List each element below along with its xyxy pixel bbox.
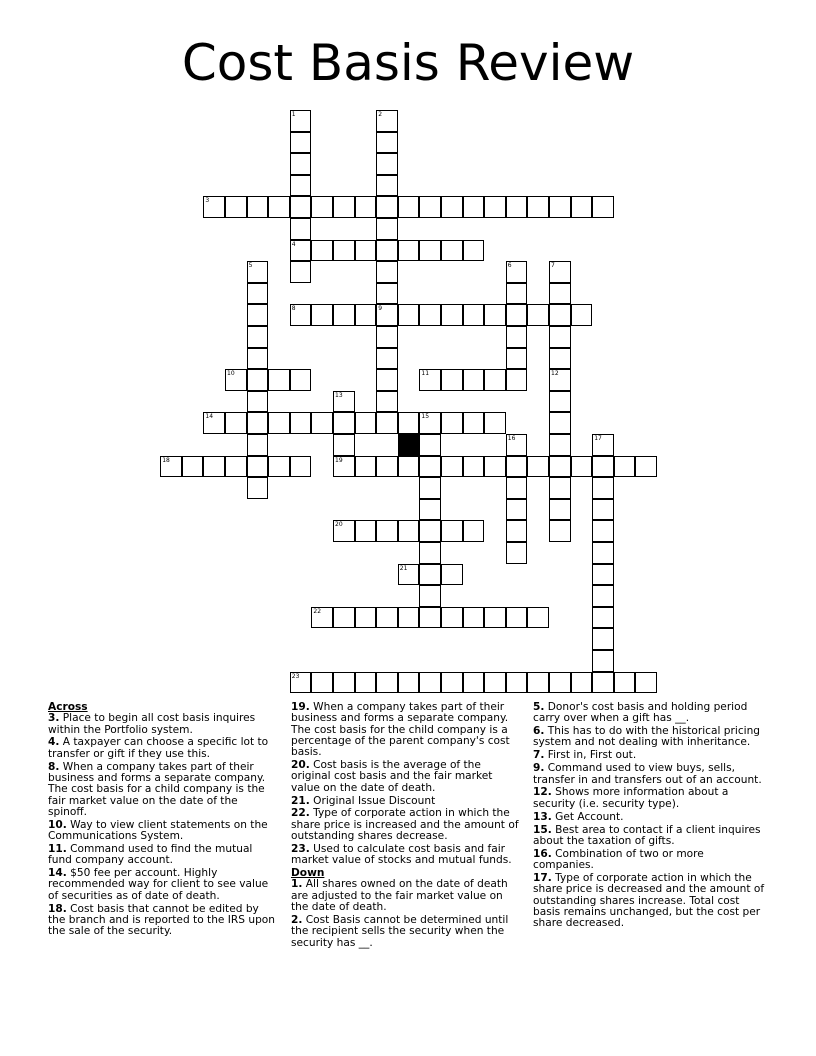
grid-cell[interactable] [290, 175, 312, 197]
grid-cell[interactable] [592, 542, 614, 564]
grid-cell[interactable] [398, 564, 420, 586]
grid-cell[interactable] [311, 240, 333, 262]
grid-cell[interactable] [419, 196, 441, 218]
grid-cell[interactable] [549, 434, 571, 456]
grid-cell[interactable] [592, 520, 614, 542]
clue-number: 15 [421, 413, 430, 421]
grid-cell[interactable] [549, 196, 571, 218]
clue-text: $50 fee per account. Highly recommended way for client to see value of securities as of date of death. [48, 867, 269, 902]
grid-cell[interactable] [419, 304, 441, 326]
grid-cell[interactable] [506, 607, 528, 629]
grid-cell[interactable] [376, 175, 398, 197]
clue-text: Command used to view buys, sells, transfer in and transfers out of an account. [533, 762, 762, 786]
clue-text: Used to calculate cost basis and fair market value of stocks and mutual funds. [291, 842, 512, 867]
grid-cell[interactable] [549, 456, 571, 478]
grid-cell[interactable] [441, 607, 463, 629]
grid-cell[interactable] [506, 542, 528, 564]
grid-cell[interactable] [398, 607, 420, 629]
clue-item [48, 904, 278, 938]
clue-number: 22 [313, 607, 322, 615]
clue-number-label: 8. [48, 760, 60, 773]
grid-cell[interactable] [290, 672, 312, 694]
grid-cell[interactable] [484, 672, 506, 694]
grid-cell[interactable] [225, 456, 247, 478]
grid-cell[interactable] [182, 456, 204, 478]
clue-item [533, 702, 765, 725]
clue-number: 11 [421, 370, 430, 378]
grid-cell[interactable] [311, 412, 333, 434]
grid-cell[interactable] [441, 412, 463, 434]
grid-cell[interactable] [376, 283, 398, 305]
grid-cell[interactable] [419, 499, 441, 521]
grid-cell[interactable] [203, 456, 225, 478]
grid-cell[interactable] [355, 412, 377, 434]
clue-item [533, 825, 765, 848]
clue-number: 8 [291, 305, 296, 313]
grid-cell[interactable] [506, 304, 528, 326]
grid-cell[interactable] [355, 196, 377, 218]
grid-cell[interactable] [355, 520, 377, 542]
clue-item [48, 762, 278, 818]
clue-text: Original Issue Discount [309, 794, 436, 807]
grid-cell[interactable] [333, 520, 355, 542]
grid-cell[interactable] [376, 456, 398, 478]
grid-cell[interactable] [463, 607, 485, 629]
clue-item [48, 868, 278, 902]
grid-cell[interactable] [527, 196, 549, 218]
grid-cell[interactable] [355, 456, 377, 478]
grid-cell[interactable] [268, 412, 290, 434]
grid-cell[interactable] [290, 261, 312, 283]
clue-item [291, 844, 523, 867]
grid-cell[interactable] [376, 196, 398, 218]
grid-cell[interactable] [549, 520, 571, 542]
clue-number-label: 12. [533, 786, 552, 799]
grid-cell[interactable] [247, 456, 269, 478]
grid-cell[interactable] [592, 477, 614, 499]
grid-cell[interactable] [333, 304, 355, 326]
down-heading: Down [291, 867, 325, 880]
grid-cell[interactable] [268, 456, 290, 478]
grid-cell[interactable] [333, 456, 355, 478]
clue-text: Way to view client statements on the Communications System. [48, 818, 268, 843]
clue-text: Type of corporate action in which the share price is decreased and the amount of outstanding shares increase. Total cost basis remains unchanged, but the cost per share decreased. [533, 871, 765, 930]
clue-text: Combination of two or more companies. [533, 847, 704, 872]
grid-cell[interactable] [506, 499, 528, 521]
grid-cell[interactable] [376, 153, 398, 175]
grid-cell[interactable] [247, 434, 269, 456]
clue-number: 5 [248, 262, 253, 270]
grid-cell[interactable] [311, 607, 333, 629]
grid-cell[interactable] [441, 456, 463, 478]
clue-number-label: 17. [533, 871, 552, 884]
grid-cell[interactable] [484, 196, 506, 218]
clue-number-label: 16. [533, 847, 552, 860]
grid-cell[interactable] [268, 369, 290, 391]
clue-number-label: 1. [291, 878, 303, 891]
grid-cell[interactable] [463, 369, 485, 391]
clue-number: 20 [335, 521, 343, 529]
grid-cell[interactable] [290, 153, 312, 175]
grid-cell[interactable] [376, 110, 398, 132]
grid-cell[interactable] [376, 326, 398, 348]
grid-cell[interactable] [549, 369, 571, 391]
clue-item [48, 713, 278, 736]
grid-cell[interactable] [571, 456, 593, 478]
clue-number: 4 [291, 240, 296, 248]
grid-cell[interactable] [311, 672, 333, 694]
clue-number: 1 [291, 111, 296, 118]
grid-cell[interactable] [549, 499, 571, 521]
grid-cell[interactable] [506, 283, 528, 305]
clue-number-label: 23. [291, 842, 310, 855]
grid-cell[interactable] [635, 672, 657, 694]
grid-cell[interactable] [247, 304, 269, 326]
grid-cell[interactable] [592, 585, 614, 607]
clue-number: 13 [335, 391, 343, 399]
grid-cell[interactable] [463, 196, 485, 218]
grid-cell[interactable] [419, 607, 441, 629]
grid-cell[interactable] [484, 456, 506, 478]
clue-text: Place to begin all cost basis inquires within the Portfolio system. [48, 712, 256, 736]
grid-cell[interactable] [355, 672, 377, 694]
grid-cell[interactable] [290, 218, 312, 240]
grid-cell[interactable] [203, 412, 225, 434]
clue-text: This has to do with the historical pricing system and not dealing with inheritance. [533, 725, 761, 749]
grid-cell[interactable] [398, 196, 420, 218]
grid-cell[interactable] [441, 304, 463, 326]
clue-number-label: 19. [291, 701, 310, 713]
grid-cell[interactable] [247, 391, 269, 413]
grid-cell[interactable] [506, 326, 528, 348]
grid-cell[interactable] [441, 564, 463, 586]
clues-column-3 [533, 702, 765, 931]
clue-text: Cost basis is the average of the original cost basis and the fair market value on the date of death. [291, 759, 493, 794]
clue-text: Shows more information about a security (i.e. security type). [533, 786, 729, 810]
grid-cell[interactable] [506, 477, 528, 499]
clue-number: 10 [227, 370, 235, 378]
clue-text: Command used to find the mutual fund company account. [48, 842, 253, 867]
clue-text: Type of corporate action in which the share price is increased and the amount of outstanding shares decrease. [291, 807, 519, 843]
clue-text: Donor's cost basis and holding period carry over when a gift has __. [533, 701, 748, 725]
grid-cell[interactable] [571, 304, 593, 326]
clue-number: 2 [378, 111, 383, 118]
clue-text: All shares owned on the date of death are adjusted to the fair market value on the date of death. [291, 878, 508, 914]
grid-cell[interactable] [333, 672, 355, 694]
grid-cell[interactable] [398, 412, 420, 434]
grid-cell[interactable] [419, 520, 441, 542]
grid-cell[interactable] [247, 326, 269, 348]
grid-cell[interactable] [549, 391, 571, 413]
grid-cell[interactable] [441, 520, 463, 542]
clue-text: Cost Basis cannot be determined until the recipient sells the security when the security has __. [291, 913, 509, 949]
clue-number: 16 [507, 435, 516, 442]
clue-text: First in, First out. [544, 749, 637, 762]
grid-cell[interactable] [290, 132, 312, 154]
clue-text: Cost basis that cannot be edited by the branch and is reported to the IRS upon the sale of the security. [48, 902, 276, 938]
grid-cell[interactable] [376, 520, 398, 542]
grid-cell[interactable] [463, 304, 485, 326]
grid-cell[interactable] [419, 456, 441, 478]
grid-cell[interactable] [247, 412, 269, 434]
across-heading: Across [48, 701, 88, 713]
clue-number-label: 18. [48, 902, 67, 915]
clue-number-label: 3. [48, 712, 60, 725]
clue-number-label: 14. [48, 867, 67, 880]
grid-cell[interactable] [376, 348, 398, 370]
grid-cell[interactable] [290, 412, 312, 434]
grid-cell[interactable] [592, 434, 614, 456]
grid-cell[interactable] [376, 261, 398, 283]
grid-cell[interactable] [549, 304, 571, 326]
grid-cell[interactable] [592, 499, 614, 521]
grid-cell[interactable] [527, 607, 549, 629]
grid-cell[interactable] [419, 240, 441, 262]
clue-text: Best area to contact if a client inquires about the taxation of gifts. [533, 823, 761, 847]
clue-number: 19 [335, 456, 343, 464]
grid-cell[interactable] [527, 672, 549, 694]
clue-item [48, 820, 278, 843]
grid-cell[interactable] [419, 564, 441, 586]
page-title: Cost Basis Review [181, 34, 635, 92]
grid-cell[interactable] [247, 261, 269, 283]
grid-cell[interactable] [441, 672, 463, 694]
grid-cell[interactable] [419, 412, 441, 434]
clue-text: When a company takes part of their business and forms a separate company. The cost basis for a child company is the fair market value on the date of the spinoff. [48, 760, 266, 818]
clue-text: Get Account. [551, 810, 624, 823]
grid-cell[interactable] [549, 672, 571, 694]
clue-item [48, 737, 278, 760]
clue-item [291, 915, 523, 949]
grid-cell[interactable] [290, 304, 312, 326]
grid-cell[interactable] [376, 672, 398, 694]
grid-cell[interactable] [463, 520, 485, 542]
clue-number-label: 4. [48, 736, 60, 749]
grid-cell[interactable] [484, 304, 506, 326]
grid-cell[interactable] [333, 391, 355, 413]
grid-cell[interactable] [398, 304, 420, 326]
clue-item [533, 849, 765, 872]
clues-column-2 [291, 702, 523, 950]
clue-number: 18 [162, 456, 170, 464]
grid-cell[interactable] [376, 391, 398, 413]
grid-cell[interactable] [549, 261, 571, 283]
grid-cell[interactable] [463, 240, 485, 262]
grid-cell[interactable] [290, 240, 312, 262]
grid-cell[interactable] [290, 369, 312, 391]
grid-cell[interactable] [355, 607, 377, 629]
grid-cell[interactable] [463, 412, 485, 434]
grid-cell[interactable] [290, 196, 312, 218]
clue-number: 12 [551, 370, 559, 378]
grid-cell[interactable] [333, 434, 355, 456]
grid-cell[interactable] [463, 672, 485, 694]
grid-cell[interactable] [419, 672, 441, 694]
clue-item [533, 787, 765, 810]
grid-cell[interactable] [398, 456, 420, 478]
grid-block [398, 434, 420, 456]
clue-item [533, 763, 765, 786]
grid-cell[interactable] [376, 218, 398, 240]
grid-cell[interactable] [355, 240, 377, 262]
grid-cell[interactable] [419, 585, 441, 607]
grid-cell[interactable] [592, 650, 614, 672]
clue-number: 3 [205, 197, 210, 205]
grid-cell[interactable] [290, 110, 312, 132]
grid-cell[interactable] [506, 196, 528, 218]
grid-cell[interactable] [247, 477, 269, 499]
grid-cell[interactable] [549, 326, 571, 348]
clue-number: 21 [399, 564, 408, 572]
grid-cell[interactable] [247, 196, 269, 218]
grid-cell[interactable] [419, 434, 441, 456]
grid-cell[interactable] [441, 240, 463, 262]
grid-cell[interactable] [571, 672, 593, 694]
clue-number-label: 22. [291, 807, 310, 820]
grid-cell[interactable] [549, 412, 571, 434]
grid-cell[interactable] [506, 434, 528, 456]
clue-number: 17 [594, 435, 602, 442]
grid-cell[interactable] [247, 348, 269, 370]
grid-cell[interactable] [592, 607, 614, 629]
grid-cell[interactable] [614, 672, 636, 694]
grid-cell[interactable] [268, 196, 290, 218]
clue-item [291, 796, 523, 807]
grid-cell[interactable] [592, 456, 614, 478]
clue-number-label: 11. [48, 842, 67, 855]
grid-cell[interactable] [506, 456, 528, 478]
clue-item [533, 726, 765, 749]
grid-cell[interactable] [527, 456, 549, 478]
clue-number-label: 5. [533, 701, 545, 713]
clue-number: 7 [551, 262, 555, 270]
grid-cell[interactable] [484, 607, 506, 629]
grid-cell[interactable] [160, 456, 182, 478]
clue-item [291, 702, 523, 758]
grid-cell[interactable] [549, 348, 571, 370]
grid-cell[interactable] [549, 477, 571, 499]
clue-item [48, 844, 278, 867]
clue-number-label: 9. [533, 762, 545, 775]
grid-cell[interactable] [484, 412, 506, 434]
grid-cell[interactable] [225, 369, 247, 391]
grid-cell[interactable] [398, 240, 420, 262]
grid-cell[interactable] [225, 196, 247, 218]
clue-number: 9 [378, 305, 383, 313]
clue-number-label: 13. [533, 810, 552, 823]
grid-cell[interactable] [311, 196, 333, 218]
clue-item [533, 750, 765, 761]
grid-cell[interactable] [614, 456, 636, 478]
grid-cell[interactable] [333, 412, 355, 434]
clue-number: 14 [205, 413, 214, 421]
grid-cell[interactable] [506, 261, 528, 283]
clue-number: 23 [291, 672, 300, 680]
grid-cell[interactable] [398, 672, 420, 694]
grid-cell[interactable] [333, 196, 355, 218]
grid-cell[interactable] [506, 672, 528, 694]
clue-item [291, 879, 523, 913]
grid-cell[interactable] [592, 196, 614, 218]
grid-cell[interactable] [571, 196, 593, 218]
clue-text: When a company takes part of their business and forms a separate company. The cost basis for the child company is a percentage of the parent company's cost basis. [291, 701, 510, 759]
clue-item [291, 760, 523, 794]
grid-cell[interactable] [333, 240, 355, 262]
clue-number-label: 7. [533, 749, 545, 762]
grid-cell[interactable] [376, 240, 398, 262]
grid-cell[interactable] [441, 196, 463, 218]
grid-cell[interactable] [290, 456, 312, 478]
grid-cell[interactable] [635, 456, 657, 478]
clue-text: A taxpayer can choose a specific lot to transfer or gift if they use this. [48, 736, 269, 760]
grid-cell[interactable] [506, 369, 528, 391]
grid-cell[interactable] [463, 456, 485, 478]
grid-cell[interactable] [376, 369, 398, 391]
grid-cell[interactable] [592, 628, 614, 650]
clue-item [533, 873, 765, 929]
grid-cell[interactable] [419, 477, 441, 499]
clue-item [533, 812, 765, 823]
grid-cell[interactable] [484, 369, 506, 391]
grid-cell[interactable] [441, 369, 463, 391]
clue-number-label: 2. [291, 913, 303, 926]
grid-cell[interactable] [527, 304, 549, 326]
grid-cell[interactable] [225, 412, 247, 434]
grid-cell[interactable] [311, 304, 333, 326]
grid-cell[interactable] [592, 672, 614, 694]
grid-cell[interactable] [376, 412, 398, 434]
clue-number-label: 10. [48, 818, 67, 831]
grid-cell[interactable] [506, 520, 528, 542]
clue-number: 6 [507, 262, 512, 270]
clue-number-label: 21. [291, 794, 310, 807]
grid-cell[interactable] [376, 304, 398, 326]
grid-cell[interactable] [203, 196, 225, 218]
clues-column-1 [48, 702, 278, 939]
grid-cell[interactable] [247, 283, 269, 305]
grid-cell[interactable] [376, 132, 398, 154]
clue-number-label: 20. [291, 759, 310, 772]
clue-item [291, 808, 523, 842]
grid-cell[interactable] [549, 283, 571, 305]
grid-cell[interactable] [247, 369, 269, 391]
grid-cell[interactable] [592, 564, 614, 586]
grid-cell[interactable] [355, 304, 377, 326]
grid-cell[interactable] [398, 520, 420, 542]
grid-cell[interactable] [419, 542, 441, 564]
clue-number-label: 6. [533, 725, 545, 738]
clue-number-label: 15. [533, 823, 552, 836]
grid-cell[interactable] [333, 607, 355, 629]
grid-cell[interactable] [419, 369, 441, 391]
grid-cell[interactable] [506, 348, 528, 370]
grid-cell[interactable] [376, 607, 398, 629]
